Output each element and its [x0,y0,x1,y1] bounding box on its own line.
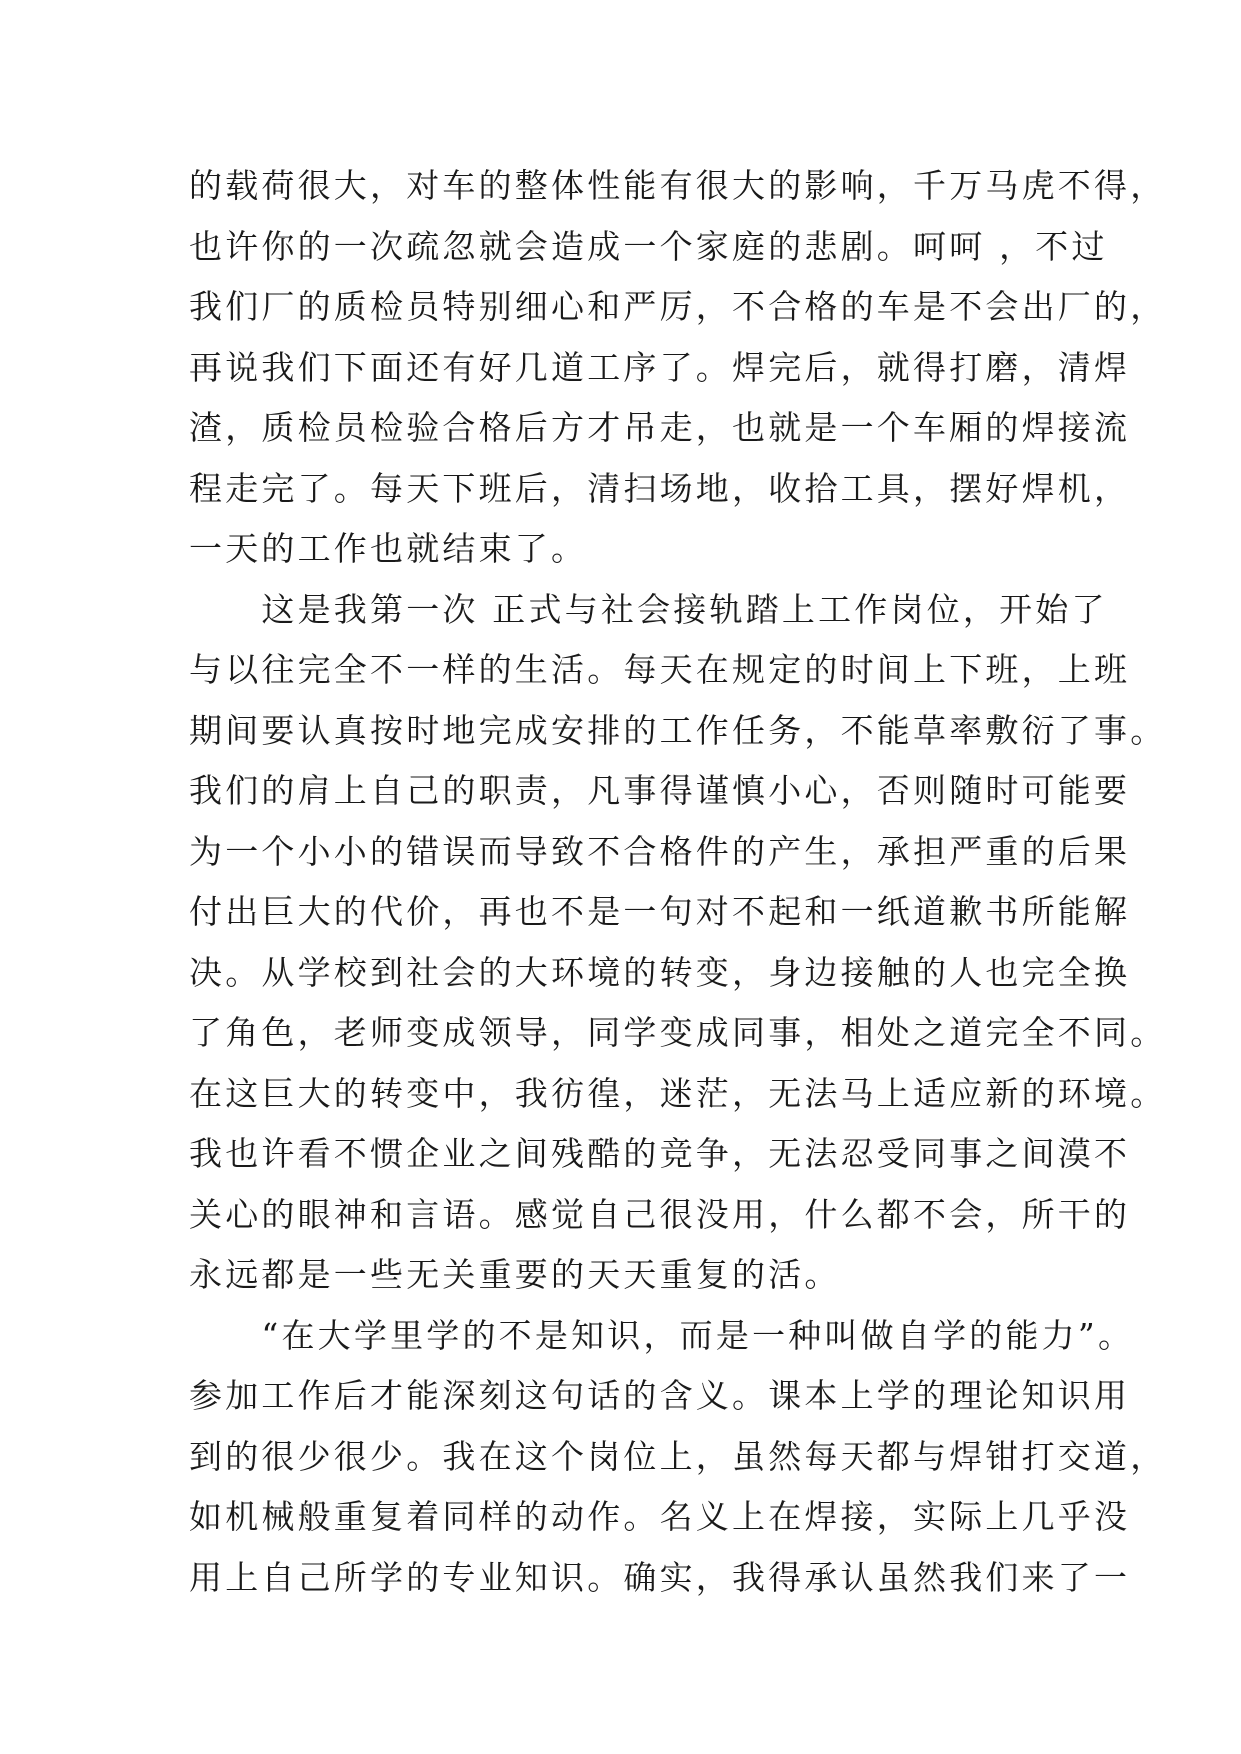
paragraph-start-line: “在大学里学的不是知识，而是一种叫做自学的能力”。 [189,1315,1135,1355]
text-line: 为一个小小的错误而导致不合格件的产生，承担严重的后果 [189,831,1131,871]
text-line: 决。从学校到社会的大环境的转变，身边接触的人也完全换 [189,952,1131,992]
text-line: 的载荷很大，对车的整体性能有很大的影响，千万马虎不得， [189,166,1167,205]
text-line: 程走完了。每天下班后，清扫场地，收拾工具，摆好焊机， [189,468,1131,508]
text-line: 在这巨大的转变中，我彷徨，迷茫，无法马上适应新的环境。 [189,1073,1167,1113]
text-line: 参加工作后才能深刻这句话的含义。课本上学的理论知识用 [189,1376,1131,1415]
body-text [189,156,1167,1608]
text-line: 我也许看不惯企业之间残酷的竞争，无法忍受同事之间漠不 [189,1134,1131,1173]
text-line: 我们的肩上自己的职责，凡事得谨慎小心，否则随时可能要 [189,771,1131,810]
text-line: 关心的眼神和言语。感觉自己很没用，什么都不会，所干的 [189,1194,1131,1234]
text-line: 也许你的一次疏忽就会造成一个家庭的悲剧。呵呵 ，不过 [189,226,1108,266]
text-line: 我们厂的质检员特别细心和严厉，不合格的车是不会出厂的， [189,287,1167,326]
text-line: 期间要认真按时地完成安排的工作任务，不能草率敷衍了事。 [189,710,1167,750]
text-line: 永远都是一些无关重要的天天重复的活。 [189,1255,841,1294]
text-line: 如机械般重复着同样的动作。名义上在焊接，实际上几乎没 [189,1497,1131,1536]
text-line: 用上自己所学的专业知识。确实，我得承认虽然我们来了一 [189,1557,1131,1597]
paragraph-start-line: 这是我第一次 正式与社会接轨踏上工作岗位，开始了 [189,589,1108,629]
text-line: 付出巨大的代价，再也不是一句对不起和一纸道歉书所能解 [189,892,1131,931]
text-line: 渣，质检员检验合格后方才吊走，也就是一个车厢的焊接流 [189,408,1131,447]
text-line: 与以往完全不一样的生活。每天在规定的时间上下班，上班 [189,650,1131,689]
text-line: 了角色，老师变成领导，同学变成同事，相处之道完全不同。 [189,1013,1167,1052]
text-line: 再说我们下面还有好几道工序了。焊完后，就得打磨，清焊 [189,347,1131,387]
text-line: 到的很少很少。我在这个岗位上，虽然每天都与焊钳打交道， [189,1436,1167,1476]
text-line: 一天的工作也就结束了。 [189,529,588,568]
